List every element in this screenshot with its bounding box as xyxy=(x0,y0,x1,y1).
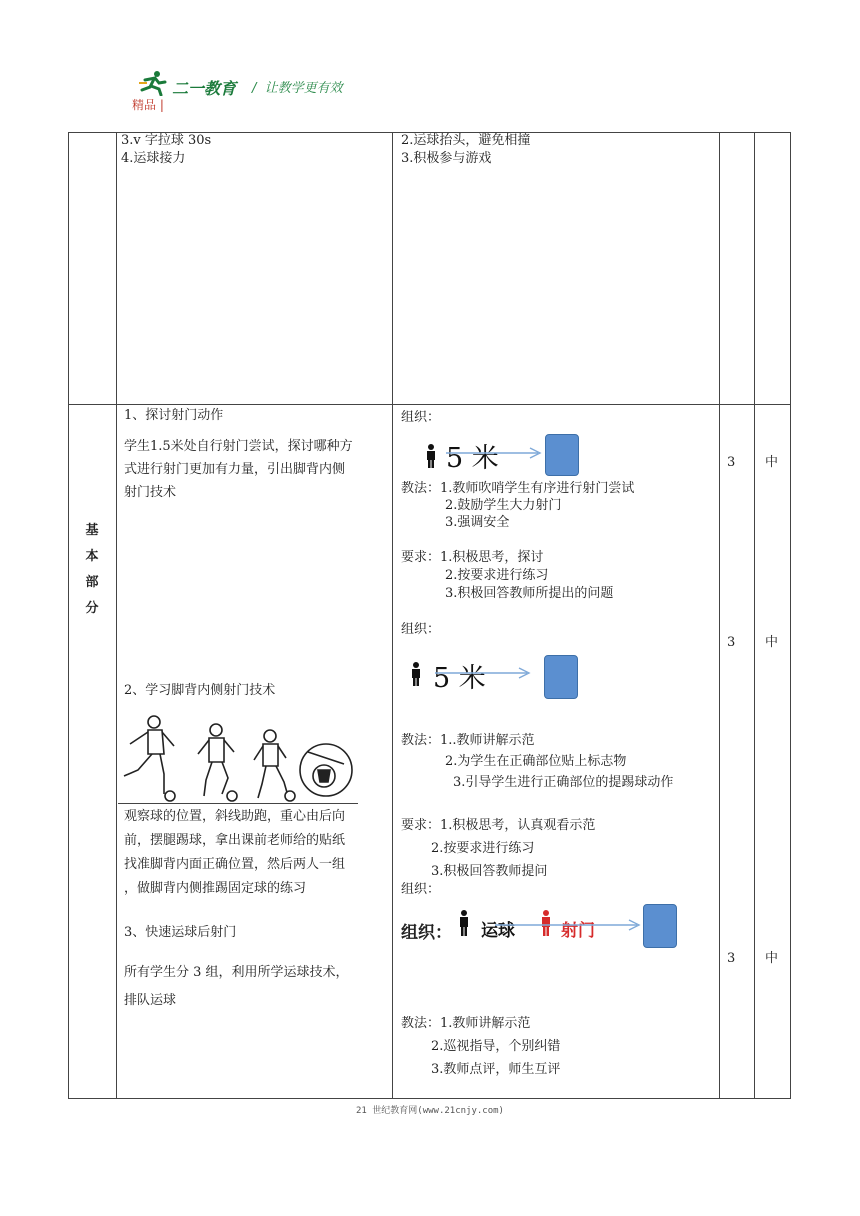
org-label: 组织： xyxy=(401,622,441,637)
kick-sequence-illustration xyxy=(118,712,358,804)
org-diagram-3 xyxy=(401,902,681,948)
content-line: 3.v 字拉球 30s xyxy=(121,133,212,148)
col-border xyxy=(790,132,791,1099)
player-figure xyxy=(198,724,237,801)
arrow-icon xyxy=(495,918,641,932)
content-line: 4.运球接力 xyxy=(121,151,186,166)
teaching-method-1: 教法：1.教师吹哨学生有序进行射门尝试 2.鼓励学生大力射门 3.强调安全 xyxy=(401,481,635,530)
logo xyxy=(132,66,377,112)
brand-sub: 精品 | xyxy=(132,98,164,112)
ball-closeup-icon xyxy=(300,744,352,796)
col-border xyxy=(719,132,720,1099)
page-footer: 21 世纪教育网(www.21cnjy.com) xyxy=(356,1106,504,1116)
section-label: 基 本 部 分 xyxy=(85,523,99,616)
person-icon xyxy=(426,444,436,468)
shoot-label: 射门 xyxy=(561,921,595,941)
org-label-large: 组织： xyxy=(401,923,452,943)
requirements-2: 要求：1.积极思考，认真观看示范 2.按要求进行练习 3.积极回答教师提问 xyxy=(401,818,596,879)
org-label: 组织： xyxy=(401,410,441,425)
requirement-line: 2.运球抬头，避免相撞 xyxy=(401,133,531,148)
content-heading-1: 1、探讨射门动作 xyxy=(124,408,224,423)
runner-logo-icon xyxy=(137,70,169,96)
org-label: 组织： xyxy=(401,882,441,897)
player-figure xyxy=(254,730,295,801)
org-diagram-1 xyxy=(420,432,590,478)
goal-icon xyxy=(544,655,578,699)
time-value: 3 xyxy=(727,951,736,966)
time-value: 3 xyxy=(727,455,736,470)
brand-name: 二一教育 xyxy=(172,79,237,98)
distance-label: 5 米 xyxy=(433,663,486,694)
content-paragraph-1: 学生1.5米处自行射门尝试，探讨哪种方 式进行射门更加有力量，引出脚背内侧 射门技术 xyxy=(124,439,353,500)
arrow-icon xyxy=(435,666,531,680)
col-border xyxy=(392,132,393,1099)
col-border xyxy=(754,132,755,1099)
intensity-value: 中 xyxy=(765,951,779,966)
content-paragraph-3: 所有学生分 3 组，利用所学运球技术， 排队运球 xyxy=(124,965,349,1008)
org-diagram-2 xyxy=(405,652,585,700)
col-border xyxy=(116,132,117,1099)
illustration-underline xyxy=(118,803,358,804)
content-heading-3: 3、快速运球后射门 xyxy=(124,925,237,940)
time-value: 3 xyxy=(727,635,736,650)
brand-slogan: / 让教学更有效 xyxy=(252,81,343,96)
requirement-line: 3.积极参与游戏 xyxy=(401,151,492,166)
row1-requirements xyxy=(401,132,530,168)
goal-icon xyxy=(643,904,677,948)
table-bottom-border xyxy=(68,1098,791,1099)
person-icon xyxy=(459,910,469,936)
content-heading-2: 2、学习脚背内侧射门技术 xyxy=(124,683,276,698)
row-divider xyxy=(68,404,791,405)
intensity-value: 中 xyxy=(765,635,779,650)
person-icon xyxy=(411,662,421,686)
goal-icon xyxy=(545,434,579,476)
intensity-value: 中 xyxy=(765,455,779,470)
distance-label: 5 米 xyxy=(446,443,499,474)
requirements-1: 要求：1.积极思考，探讨 2.按要求进行练习 3.积极回答教师所提出的问题 xyxy=(401,550,614,601)
player-figure xyxy=(124,716,175,801)
dribble-label: 运球 xyxy=(481,921,515,941)
arrow-icon xyxy=(446,446,542,460)
content-paragraph-2: 观察球的位置，斜线助跑，重心由后向 前，摆腿踢球，拿出课前老师给的贴纸 找准脚背内面正确位置，然后两人一组 ，做脚背内侧推踢固定球的练习 xyxy=(124,809,346,896)
teaching-method-2: 教法：1..教师讲解示范 2.为学生在正确部位贴上标志物 3.引导学生进行正确部位的提踢球动作 xyxy=(401,733,674,790)
row1-content xyxy=(121,132,211,168)
teaching-method-3: 教法：1.教师讲解示范 2.巡视指导，个别纠错 3.教师点评，师生互评 xyxy=(401,1016,561,1077)
